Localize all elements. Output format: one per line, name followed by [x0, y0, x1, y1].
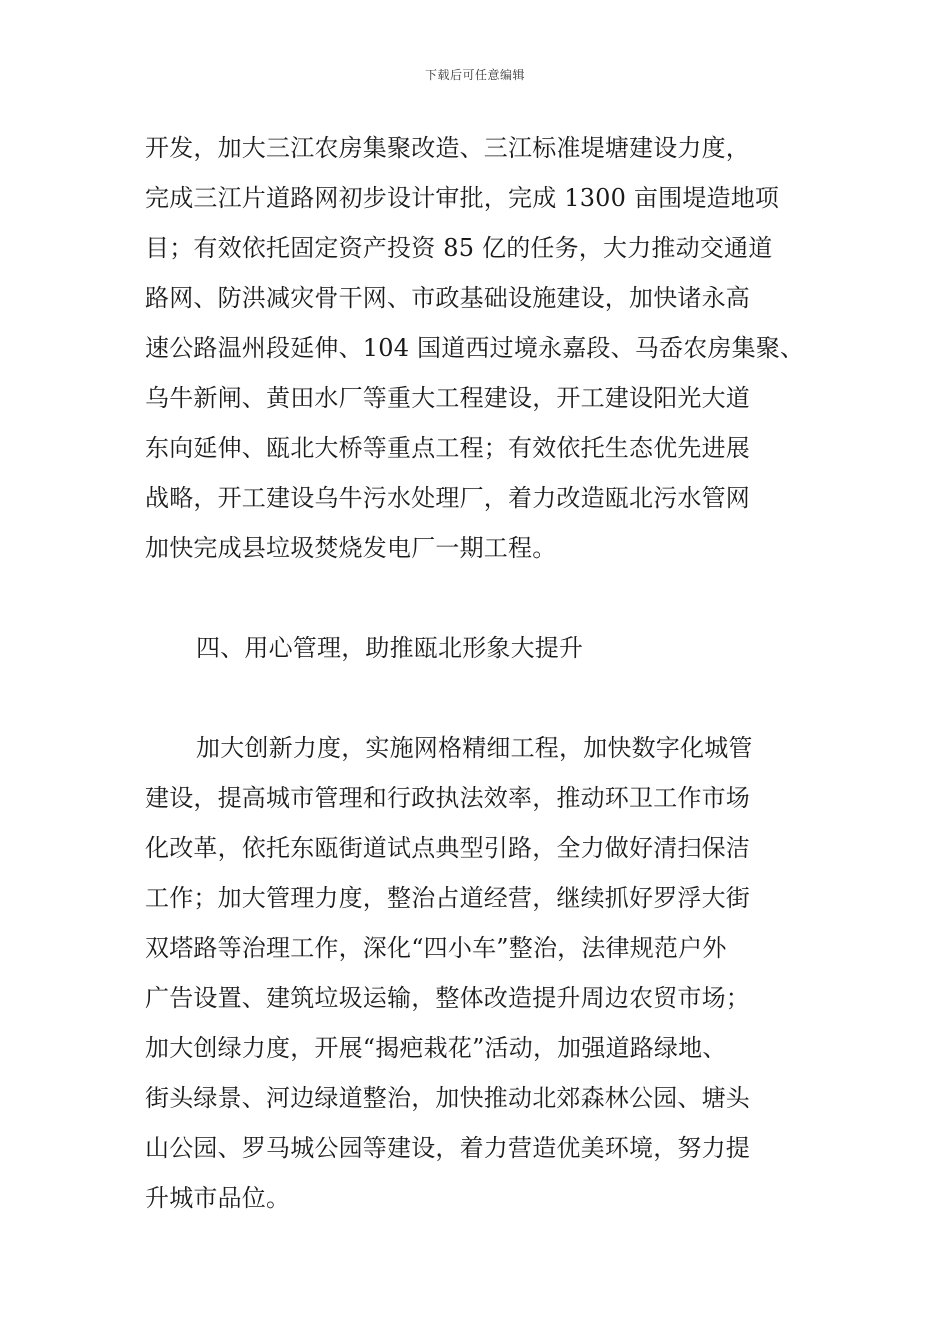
- paragraph-line: 加大创绿力度，开展“揭疤栽花”活动，加强道路绿地、: [145, 1034, 727, 1062]
- paragraph-line: 加快完成县垃圾焚烧发电厂一期工程。: [145, 534, 557, 562]
- paragraph-line: 化改革，依托东瓯街道试点典型引路，全力做好清扫保洁: [145, 834, 750, 862]
- paragraph-line: 加大创新力度，实施网格精细工程，加快数字化城管: [196, 734, 753, 762]
- paragraph-line: 开发，加大三江农房集聚改造、三江标准堤塘建设力度，: [145, 134, 750, 162]
- paragraph-line: 山公园、罗马城公园等建设，着力营造优美环境，努力提: [145, 1134, 750, 1162]
- page-header-note: 下载后可任意编辑: [424, 68, 525, 82]
- paragraph-line: 建设，提高城市管理和行政执法效率，推动环卫工作市场: [145, 784, 750, 812]
- paragraph-line: 战略，开工建设乌牛污水处理厂，着力改造瓯北污水管网: [145, 484, 750, 512]
- paragraph-line: 工作；加大管理力度，整治占道经营，继续抓好罗浮大街: [145, 884, 750, 912]
- paragraph-line: 升城市品位。: [145, 1184, 291, 1212]
- paragraph-line: 双塔路等治理工作，深化“四小车”整治，法律规范户外: [145, 934, 727, 962]
- paragraph-line: 街头绿景、河边绿道整治，加快推动北郊森林公园、塘头: [145, 1084, 750, 1112]
- paragraph-line: 路网、防洪减灾骨干网、市政基础设施建设，加快诸永高: [145, 284, 750, 312]
- section-heading: 四、用心管理，助推瓯北形象大提升: [196, 634, 584, 662]
- paragraph-line: 乌牛新闸、黄田水厂等重大工程建设，开工建设阳光大道: [145, 384, 750, 412]
- paragraph-line: 东向延伸、瓯北大桥等重点工程；有效依托生态优先进展: [145, 434, 750, 462]
- paragraph-line: 目；有效依托固定资产投资 85 亿的任务，大力推动交通道: [145, 234, 773, 262]
- paragraph-line: 完成三江片道路网初步设计审批，完成 1300 亩围堤造地项: [145, 184, 780, 212]
- paragraph-line: 速公路温州段延伸、104 国道西过境永嘉段、马岙农房集聚、: [145, 334, 805, 362]
- paragraph-line: 广告设置、建筑垃圾运输，整体改造提升周边农贸市场；: [145, 984, 750, 1012]
